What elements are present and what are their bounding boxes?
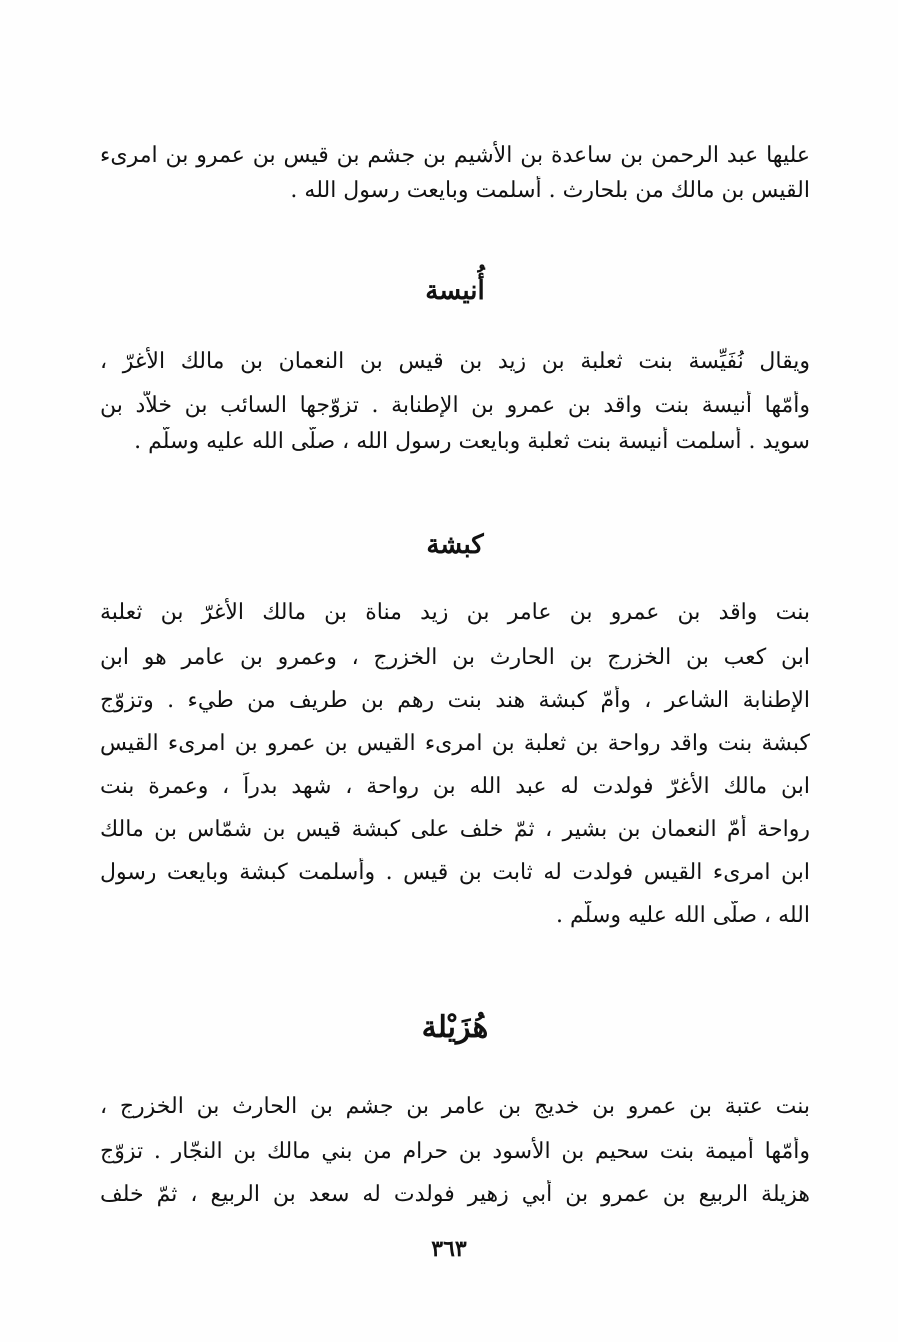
text-line: القيس بن مالك من بلحارث . أسلمت وبايعت رسول الله . (290, 178, 810, 203)
text-line: بنت واقد بن عمرو بن عامر بن زيد مناة بن مالك الأغرّ بن ثعلبة (100, 600, 810, 625)
text-line: سويد . أسلمت أنيسة بنت ثعلبة وبايعت رسول الله ، صلّى الله عليه وسلّم . (134, 429, 810, 454)
text-line: عليها عبد الرحمن بن ساعدة بن الأشيم بن جشم بن قيس بن عمرو بن امرىء (100, 143, 810, 168)
section-heading-unaysa: أُنيسة (425, 276, 485, 306)
text-line: ويقال نُفَيِّسة بنت ثعلبة بن زيد بن قيس بن النعمان بن مالك الأغرّ ، (100, 349, 810, 374)
paragraph-continuation (100, 141, 810, 205)
text-line: ابن امرىء القيس فولدت له ثابت بن قيس . وأسلمت كبشة وبايعت رسول (100, 860, 810, 885)
text-line: كبشة بنت واقد رواحة بن ثعلبة بن امرىء القيس بن عمرو بن امرىء القيس (100, 731, 810, 756)
paragraph-kabsha (100, 598, 810, 930)
section-heading-huzayla: هُزَيْلة (421, 1010, 489, 1045)
text-line: ابن كعب بن الخزرج بن الحارث بن الخزرج ، وعمرو بن عامر هو ابن (100, 645, 810, 670)
paragraph-unaysa (100, 347, 810, 456)
text-line: رواحة أمّ النعمان بن بشير ، ثمّ خلف على كبشة قيس بن شمّاس بن مالك (100, 817, 810, 842)
text-line: الله ، صلّى الله عليه وسلّم . (556, 903, 810, 928)
paragraph-huzayla (100, 1092, 810, 1209)
section-heading-kabsha: كبشة (426, 530, 484, 560)
text-line: الإطنابة الشاعر ، وأمّ كبشة هند بنت رهم بن طريف من طيء . وتزوّج (100, 688, 810, 713)
text-line: هزيلة الربيع بن عمرو بن أبي زهير فولدت له سعد بن الربيع ، ثمّ خلف (100, 1182, 810, 1207)
text-line: وأمّها أنيسة بنت واقد بن عمرو بن الإطنابة . تزوّجها السائب بن خلاّد بن (100, 393, 810, 418)
page-number: ٣٦٣ (431, 1236, 467, 1262)
text-line: وأمّها أميمة بنت سحيم بن الأسود بن حرام من بني مالك بن النجّار . تزوّج (100, 1139, 810, 1164)
text-line: ابن مالك الأغرّ فولدت له عبد الله بن رواحة ، شهد بدراً ، وعمرة بنت (100, 774, 810, 799)
text-line: بنت عتبة بن عمرو بن خديج بن عامر بن جشم بن الحارث بن الخزرج ، (100, 1094, 810, 1119)
